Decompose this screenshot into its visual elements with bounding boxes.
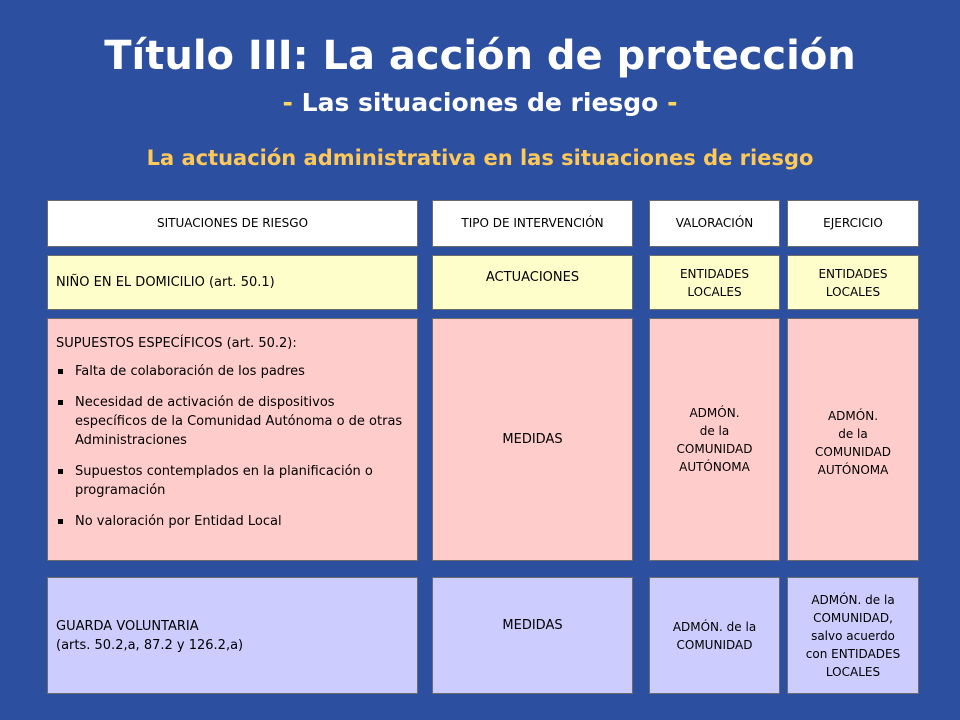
slide-subtitle: [0, 86, 960, 120]
row2-supuestos-list: [56, 362, 409, 531]
header-tipo-label: TIPO DE INTERVENCIÓN: [461, 216, 604, 230]
list-item: Necesidad de activación de dispositivos específicos de la Comunidad Autónoma o de otras Administraciones: [56, 393, 409, 450]
row3-ejercicio-line: LOCALES: [825, 664, 881, 679]
row3-valoracion: [649, 577, 780, 694]
row1-tipo: [432, 255, 633, 310]
list-item: Falta de colaboración de los padres: [56, 362, 409, 381]
row2-valoracion-line: ADMÓN.: [689, 405, 740, 420]
row2-supuestos-title: SUPUESTOS ESPECÍFICOS (art. 50.2):: [56, 336, 297, 351]
row2-supuestos: [47, 318, 418, 561]
row1-ejercicio-line: ENTIDADES: [818, 266, 888, 281]
row2-tipo: [432, 318, 633, 561]
row3-ejercicio-line: COMUNIDAD,: [813, 610, 893, 625]
row3-ejercicio-line: con ENTIDADES: [805, 646, 901, 661]
row1-tipo-text: ACTUACIONES: [485, 270, 580, 285]
header-ejercicio-label: EJERCICIO: [823, 216, 883, 230]
subtitle-text: Las situaciones de riesgo: [301, 88, 659, 117]
row1-valoracion-line: ENTIDADES: [679, 266, 750, 281]
row1-ejercicio: [787, 255, 919, 310]
row2-tipo-text: MEDIDAS: [502, 432, 563, 447]
header-ejercicio: [787, 200, 919, 247]
list-item: Supuestos contemplados en la planificación o programación: [56, 462, 409, 500]
row2-ejercicio-line: ADMÓN.: [827, 409, 879, 423]
subtitle-dash-right: -: [667, 88, 678, 117]
row2-valoracion-line: AUTÓNOMA: [679, 459, 750, 474]
row1-valoracion-line: LOCALES: [687, 284, 742, 299]
row3-ejercicio-line: ADMÓN. de la: [811, 592, 895, 607]
row3-situacion-line: (arts. 50.2,a, 87.2 y 126.2,a): [56, 637, 244, 653]
header-tipo: [432, 200, 633, 247]
row3-ejercicio: [787, 577, 919, 694]
row3-valoracion-line: ADMÓN. de la: [672, 619, 757, 634]
row2-valoracion-line: de la: [699, 423, 730, 438]
subtitle-dash-left: -: [282, 88, 293, 117]
row1-valoracion: [649, 255, 780, 310]
row1-situacion-text: NIÑO EN EL DOMICILIO (art. 50.1): [56, 275, 275, 290]
row2-valoracion-line: COMUNIDAD: [676, 441, 753, 456]
row3-ejercicio-line: salvo acuerdo: [811, 628, 895, 643]
row3-tipo-text: MEDIDAS: [502, 618, 563, 633]
header-valoracion-label: VALORACIÓN: [675, 216, 754, 230]
header-situaciones-label: SITUACIONES DE RIESGO: [156, 216, 309, 230]
row3-situacion-line: GUARDA VOLUNTARIA: [56, 618, 199, 634]
row1-situacion: [47, 255, 418, 310]
row2-valoracion: [649, 318, 780, 561]
section-heading: La actuación administrativa en las situaciones de riesgo: [146, 146, 814, 170]
row3-valoracion-line: COMUNIDAD: [676, 637, 753, 652]
slide-title: Título III: La acción de protección: [104, 33, 856, 79]
header-valoracion: [649, 200, 780, 247]
list-item: No valoración por Entidad Local: [56, 512, 409, 531]
row2-ejercicio-line: AUTÓNOMA: [817, 463, 889, 477]
row3-situacion: [47, 577, 418, 694]
row2-ejercicio: [787, 318, 919, 561]
row1-ejercicio-line: LOCALES: [825, 284, 881, 299]
header-situaciones: [47, 200, 418, 247]
row2-ejercicio-line: COMUNIDAD: [815, 445, 891, 459]
row3-tipo: [432, 577, 633, 694]
row2-ejercicio-line: de la: [838, 427, 868, 441]
